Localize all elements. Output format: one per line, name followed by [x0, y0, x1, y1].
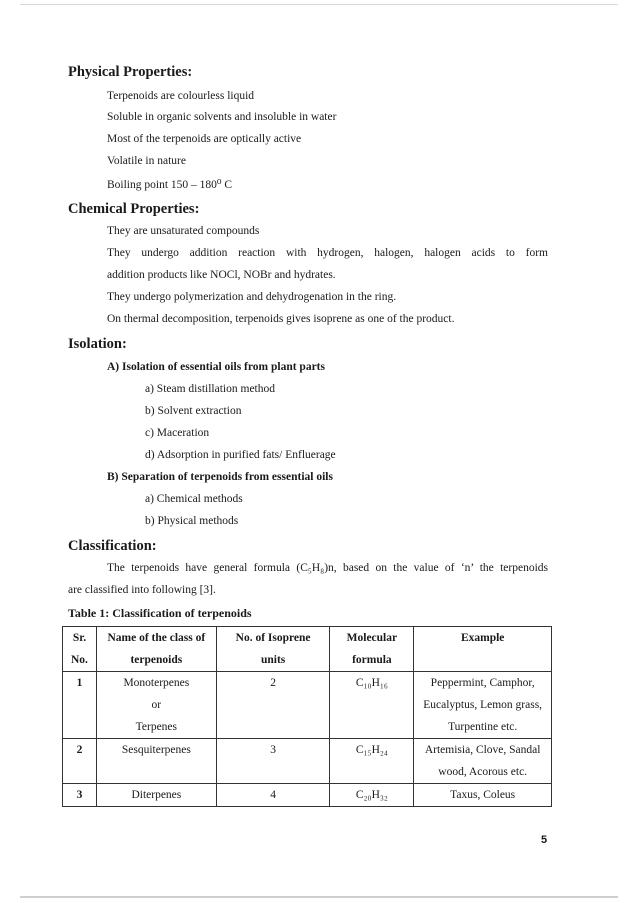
cell-formula: C₁₀H₁₆ [330, 672, 414, 695]
table-caption: Table 1: Classification of terpenoids [68, 606, 252, 620]
column-header-isoprene-units: units [216, 649, 330, 672]
column-header-class-name: terpenoids [96, 649, 216, 672]
table-row [63, 739, 552, 762]
table-row [63, 716, 552, 739]
separation-method-item: b) Physical methods [145, 515, 239, 527]
table-row [63, 761, 552, 784]
classification-paragraph-line: are classified into following [3]. [68, 584, 216, 596]
column-header-class-name: Name of the class of [96, 627, 216, 650]
column-header-example: Example [414, 627, 552, 650]
classification-table [62, 626, 552, 807]
table-row [63, 672, 552, 695]
physical-properties-heading: Physical Properties: [68, 64, 193, 80]
cell-example: wood, Acorous etc. [414, 761, 552, 784]
cell-example: Taxus, Coleus [414, 784, 552, 807]
cell-sr: 3 [63, 784, 97, 807]
cell-sr: 2 [63, 739, 97, 762]
table-row [63, 694, 552, 716]
column-header-isoprene-units: No. of Isoprene [216, 627, 330, 650]
chemical-item: They undergo polymerization and dehydrogenation in the ring. [107, 291, 397, 303]
physical-item: Volatile in nature [107, 155, 186, 167]
column-header-example [414, 649, 552, 672]
chemical-properties-heading: Chemical Properties: [68, 201, 200, 217]
cell-example: Turpentine etc. [414, 716, 552, 739]
page-number: 5 [541, 834, 548, 846]
cell-sr: 1 [63, 672, 97, 695]
physical-item: Most of the terpenoids are optically active [107, 133, 302, 145]
column-header-sr: No. [63, 649, 97, 672]
column-header-formula: formula [330, 649, 414, 672]
chemical-item: They are unsaturated compounds [107, 225, 260, 237]
cell-class-name: Monoterpenes [96, 672, 216, 695]
chemical-item: addition products like NOCl, NOBr and hydrates. [107, 269, 336, 281]
cell-formula: C₁₅H₂₄ [330, 739, 414, 762]
isolation-method-item: d) Adsorption in purified fats/ Enfluerage [145, 449, 336, 461]
bottom-border [20, 896, 618, 898]
cell-class-name [96, 761, 216, 784]
isolation-method-item: c) Maceration [145, 427, 210, 439]
cell-class-name: Terpenes [96, 716, 216, 739]
column-header-sr: Sr. [63, 627, 97, 650]
cell-isoprene-units: 4 [216, 784, 330, 807]
cell-example: Peppermint, Camphor, [414, 672, 552, 695]
classification-paragraph-line: The terpenoids have general formula (C₅H₈)n, based on the value of ‘n’ the terpenoids [107, 562, 548, 574]
chemical-item: On thermal decomposition, terpenoids gives isoprene as one of the product. [107, 313, 455, 325]
isolation-method-item: a) Steam distillation method [145, 383, 275, 395]
cell-example: Artemisia, Clove, Sandal [414, 739, 552, 762]
isolation-subheading-b: B) Separation of terpenoids from essential oils [107, 471, 333, 483]
table-row [63, 784, 552, 807]
cell-class-name: Sesquiterpenes [96, 739, 216, 762]
separation-method-item: a) Chemical methods [145, 493, 243, 505]
column-header-formula: Molecular [330, 627, 414, 650]
chemical-item: They undergo addition reaction with hydrogen, halogen, halogen acids to form [107, 247, 548, 259]
cell-example: Eucalyptus, Lemon grass, [414, 694, 552, 716]
physical-item: Soluble in organic solvents and insoluble in water [107, 111, 337, 123]
cell-class-name: Diterpenes [96, 784, 216, 807]
table-header-row [63, 649, 552, 672]
isolation-subheading-a: A) Isolation of essential oils from plant parts [107, 361, 325, 373]
isolation-method-item: b) Solvent extraction [145, 405, 242, 417]
cell-isoprene-units: 2 [216, 672, 330, 695]
isolation-heading: Isolation: [68, 336, 127, 352]
cell-class-name: or [96, 694, 216, 716]
physical-item: Boiling point 150 – 180⁰ C [107, 179, 233, 191]
classification-heading: Classification: [68, 538, 157, 554]
cell-formula: C₂₀H₃₂ [330, 784, 414, 807]
physical-item: Terpenoids are colourless liquid [107, 90, 255, 102]
table-header-row [63, 627, 552, 650]
cell-isoprene-units: 3 [216, 739, 330, 762]
